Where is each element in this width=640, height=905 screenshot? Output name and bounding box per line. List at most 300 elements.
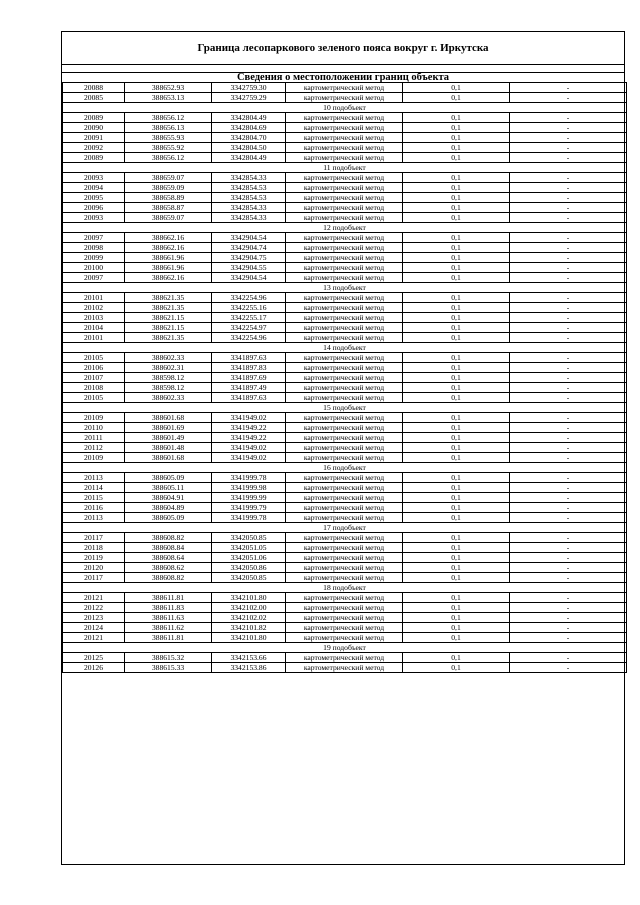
coordinates-table: [62, 82, 627, 673]
accuracy-cell: 0,1: [403, 383, 510, 393]
subobject-label: 18 подобъект: [63, 583, 627, 593]
subobject-label: 12 подобъект: [63, 223, 627, 233]
y-coordinate-cell: 3341999.78: [212, 473, 286, 483]
y-coordinate-cell: 3342051.05: [212, 543, 286, 553]
accuracy-cell: 0,1: [403, 303, 510, 313]
method-cell: картометрический метод: [286, 363, 403, 373]
y-coordinate-cell: 3341897.83: [212, 363, 286, 373]
table-row: [63, 173, 627, 183]
description-cell: -: [510, 273, 627, 283]
accuracy-cell: 0,1: [403, 233, 510, 243]
accuracy-cell: 0,1: [403, 593, 510, 603]
accuracy-cell: 0,1: [403, 423, 510, 433]
x-coordinate-cell: 388656.12: [125, 113, 212, 123]
y-coordinate-cell: 3342804.49: [212, 153, 286, 163]
x-coordinate-cell: 388621.15: [125, 313, 212, 323]
description-cell: -: [510, 293, 627, 303]
description-cell: -: [510, 113, 627, 123]
method-cell: картометрический метод: [286, 493, 403, 503]
subobject-label: 15 подобъект: [63, 403, 627, 413]
table-row: [63, 183, 627, 193]
table-row: [63, 123, 627, 133]
method-cell: картометрический метод: [286, 633, 403, 643]
x-coordinate-cell: 388608.64: [125, 553, 212, 563]
description-cell: -: [510, 333, 627, 343]
x-coordinate-cell: 388662.16: [125, 233, 212, 243]
point-number-cell: 20114: [63, 483, 125, 493]
point-number-cell: 20113: [63, 473, 125, 483]
table-row: [63, 473, 627, 483]
point-number-cell: 20101: [63, 333, 125, 343]
y-coordinate-cell: 3342050.86: [212, 563, 286, 573]
y-coordinate-cell: 3342050.85: [212, 533, 286, 543]
description-cell: -: [510, 373, 627, 383]
description-cell: -: [510, 193, 627, 203]
x-coordinate-cell: 388601.68: [125, 453, 212, 463]
document-title: Граница лесопаркового зеленого пояса вокруг г. Иркутска: [62, 32, 624, 65]
method-cell: картометрический метод: [286, 213, 403, 223]
accuracy-cell: 0,1: [403, 353, 510, 363]
x-coordinate-cell: 388662.16: [125, 273, 212, 283]
point-number-cell: 20113: [63, 513, 125, 523]
table-row: [63, 113, 627, 123]
x-coordinate-cell: 388615.33: [125, 663, 212, 673]
description-cell: -: [510, 363, 627, 373]
x-coordinate-cell: 388662.16: [125, 243, 212, 253]
table-row: [63, 603, 627, 613]
table-row: [63, 613, 627, 623]
y-coordinate-cell: 3342804.70: [212, 133, 286, 143]
table-row: [63, 313, 627, 323]
accuracy-cell: 0,1: [403, 493, 510, 503]
table-row: [63, 293, 627, 303]
table-row: [63, 623, 627, 633]
method-cell: картометрический метод: [286, 653, 403, 663]
subobject-label: 19 подобъект: [63, 643, 627, 653]
table-row: [63, 543, 627, 553]
y-coordinate-cell: 3341999.98: [212, 483, 286, 493]
description-cell: -: [510, 533, 627, 543]
method-cell: картометрический метод: [286, 143, 403, 153]
subobject-header-row: [63, 583, 627, 593]
accuracy-cell: 0,1: [403, 433, 510, 443]
x-coordinate-cell: 388615.32: [125, 653, 212, 663]
description-cell: -: [510, 663, 627, 673]
table-row: [63, 243, 627, 253]
point-number-cell: 20118: [63, 543, 125, 553]
y-coordinate-cell: 3342153.86: [212, 663, 286, 673]
description-cell: -: [510, 433, 627, 443]
method-cell: картометрический метод: [286, 413, 403, 423]
description-cell: -: [510, 453, 627, 463]
y-coordinate-cell: 3342101.82: [212, 623, 286, 633]
table-row: [63, 93, 627, 103]
subobject-header-row: [63, 223, 627, 233]
x-coordinate-cell: 388661.96: [125, 263, 212, 273]
method-cell: картометрический метод: [286, 553, 403, 563]
accuracy-cell: 0,1: [403, 313, 510, 323]
x-coordinate-cell: 388598.12: [125, 383, 212, 393]
method-cell: картометрический метод: [286, 333, 403, 343]
point-number-cell: 20099: [63, 253, 125, 263]
y-coordinate-cell: 3341897.49: [212, 383, 286, 393]
description-cell: -: [510, 153, 627, 163]
x-coordinate-cell: 388601.48: [125, 443, 212, 453]
description-cell: -: [510, 623, 627, 633]
accuracy-cell: 0,1: [403, 533, 510, 543]
description-cell: -: [510, 593, 627, 603]
table-row: [63, 373, 627, 383]
method-cell: картометрический метод: [286, 663, 403, 673]
x-coordinate-cell: 388658.87: [125, 203, 212, 213]
x-coordinate-cell: 388608.82: [125, 573, 212, 583]
table-row: [63, 533, 627, 543]
description-cell: -: [510, 443, 627, 453]
description-cell: -: [510, 383, 627, 393]
y-coordinate-cell: 3342254.96: [212, 333, 286, 343]
y-coordinate-cell: 3341999.79: [212, 503, 286, 513]
accuracy-cell: 0,1: [403, 373, 510, 383]
point-number-cell: 20105: [63, 393, 125, 403]
method-cell: картометрический метод: [286, 113, 403, 123]
x-coordinate-cell: 388602.33: [125, 353, 212, 363]
table-row: [63, 153, 627, 163]
point-number-cell: 20089: [63, 153, 125, 163]
x-coordinate-cell: 388608.62: [125, 563, 212, 573]
point-number-cell: 20109: [63, 413, 125, 423]
point-number-cell: 20119: [63, 553, 125, 563]
point-number-cell: 20126: [63, 663, 125, 673]
point-number-cell: 20117: [63, 533, 125, 543]
x-coordinate-cell: 388621.35: [125, 303, 212, 313]
y-coordinate-cell: 3341949.02: [212, 413, 286, 423]
y-coordinate-cell: 3342804.69: [212, 123, 286, 133]
accuracy-cell: 0,1: [403, 263, 510, 273]
coordinates-table-body: [63, 83, 627, 673]
description-cell: -: [510, 653, 627, 663]
method-cell: картометрический метод: [286, 243, 403, 253]
table-row: [63, 593, 627, 603]
accuracy-cell: 0,1: [403, 573, 510, 583]
accuracy-cell: 0,1: [403, 153, 510, 163]
y-coordinate-cell: 3342102.00: [212, 603, 286, 613]
point-number-cell: 20088: [63, 83, 125, 93]
y-coordinate-cell: 3341949.02: [212, 453, 286, 463]
x-coordinate-cell: 388659.09: [125, 183, 212, 193]
description-cell: -: [510, 473, 627, 483]
method-cell: картометрический метод: [286, 573, 403, 583]
y-coordinate-cell: 3342854.33: [212, 173, 286, 183]
x-coordinate-cell: 388601.69: [125, 423, 212, 433]
table-row: [63, 453, 627, 463]
accuracy-cell: 0,1: [403, 333, 510, 343]
method-cell: картометрический метод: [286, 253, 403, 263]
point-number-cell: 20123: [63, 613, 125, 623]
method-cell: картометрический метод: [286, 603, 403, 613]
y-coordinate-cell: 3342759.30: [212, 83, 286, 93]
method-cell: картометрический метод: [286, 443, 403, 453]
method-cell: картометрический метод: [286, 503, 403, 513]
x-coordinate-cell: 388659.07: [125, 173, 212, 183]
x-coordinate-cell: 388608.82: [125, 533, 212, 543]
point-number-cell: 20089: [63, 113, 125, 123]
description-cell: -: [510, 303, 627, 313]
point-number-cell: 20098: [63, 243, 125, 253]
y-coordinate-cell: 3342254.96: [212, 293, 286, 303]
method-cell: картометрический метод: [286, 513, 403, 523]
y-coordinate-cell: 3341949.22: [212, 423, 286, 433]
subobject-header-row: [63, 643, 627, 653]
point-number-cell: 20124: [63, 623, 125, 633]
y-coordinate-cell: 3342854.53: [212, 183, 286, 193]
method-cell: картометрический метод: [286, 183, 403, 193]
method-cell: картометрический метод: [286, 483, 403, 493]
x-coordinate-cell: 388604.91: [125, 493, 212, 503]
y-coordinate-cell: 3342101.80: [212, 633, 286, 643]
table-row: [63, 333, 627, 343]
point-number-cell: 20097: [63, 233, 125, 243]
description-cell: -: [510, 613, 627, 623]
method-cell: картометрический метод: [286, 153, 403, 163]
point-number-cell: 20085: [63, 93, 125, 103]
x-coordinate-cell: 388605.09: [125, 513, 212, 523]
point-number-cell: 20111: [63, 433, 125, 443]
accuracy-cell: 0,1: [403, 323, 510, 333]
x-coordinate-cell: 388621.35: [125, 293, 212, 303]
description-cell: -: [510, 243, 627, 253]
subobject-header-row: [63, 403, 627, 413]
accuracy-cell: 0,1: [403, 473, 510, 483]
point-number-cell: 20109: [63, 453, 125, 463]
description-cell: -: [510, 233, 627, 243]
point-number-cell: 20095: [63, 193, 125, 203]
description-cell: -: [510, 123, 627, 133]
table-row: [63, 563, 627, 573]
subobject-label: 11 подобъект: [63, 163, 627, 173]
accuracy-cell: 0,1: [403, 243, 510, 253]
method-cell: картометрический метод: [286, 123, 403, 133]
description-cell: -: [510, 543, 627, 553]
table-row: [63, 633, 627, 643]
accuracy-cell: 0,1: [403, 653, 510, 663]
point-number-cell: 20122: [63, 603, 125, 613]
accuracy-cell: 0,1: [403, 413, 510, 423]
table-row: [63, 433, 627, 443]
accuracy-cell: 0,1: [403, 393, 510, 403]
method-cell: картометрический метод: [286, 173, 403, 183]
x-coordinate-cell: 388661.96: [125, 253, 212, 263]
method-cell: картометрический метод: [286, 383, 403, 393]
accuracy-cell: 0,1: [403, 603, 510, 613]
accuracy-cell: 0,1: [403, 133, 510, 143]
y-coordinate-cell: 3342255.16: [212, 303, 286, 313]
description-cell: -: [510, 263, 627, 273]
description-cell: -: [510, 143, 627, 153]
y-coordinate-cell: 3342101.80: [212, 593, 286, 603]
table-row: [63, 133, 627, 143]
table-row: [63, 413, 627, 423]
subobject-label: 17 подобъект: [63, 523, 627, 533]
table-row: [63, 653, 627, 663]
point-number-cell: 20103: [63, 313, 125, 323]
accuracy-cell: 0,1: [403, 483, 510, 493]
table-row: [63, 663, 627, 673]
table-row: [63, 273, 627, 283]
method-cell: картометрический метод: [286, 323, 403, 333]
y-coordinate-cell: 3342804.49: [212, 113, 286, 123]
accuracy-cell: 0,1: [403, 563, 510, 573]
y-coordinate-cell: 3341999.99: [212, 493, 286, 503]
table-row: [63, 233, 627, 243]
method-cell: картометрический метод: [286, 473, 403, 483]
y-coordinate-cell: 3342804.50: [212, 143, 286, 153]
y-coordinate-cell: 3342759.29: [212, 93, 286, 103]
point-number-cell: 20108: [63, 383, 125, 393]
description-cell: -: [510, 563, 627, 573]
x-coordinate-cell: 388611.81: [125, 633, 212, 643]
y-coordinate-cell: 3341949.22: [212, 433, 286, 443]
table-row: [63, 323, 627, 333]
accuracy-cell: 0,1: [403, 613, 510, 623]
table-row: [63, 263, 627, 273]
accuracy-cell: 0,1: [403, 113, 510, 123]
subobject-header-row: [63, 463, 627, 473]
y-coordinate-cell: 3342854.33: [212, 203, 286, 213]
point-number-cell: 20097: [63, 273, 125, 283]
method-cell: картометрический метод: [286, 373, 403, 383]
method-cell: картометрический метод: [286, 433, 403, 443]
method-cell: картометрический метод: [286, 423, 403, 433]
point-number-cell: 20096: [63, 203, 125, 213]
description-cell: -: [510, 553, 627, 563]
x-coordinate-cell: 388598.12: [125, 373, 212, 383]
point-number-cell: 20110: [63, 423, 125, 433]
subobject-label: 16 подобъект: [63, 463, 627, 473]
description-cell: -: [510, 503, 627, 513]
x-coordinate-cell: 388601.68: [125, 413, 212, 423]
y-coordinate-cell: 3342854.53: [212, 193, 286, 203]
point-number-cell: 20104: [63, 323, 125, 333]
description-cell: -: [510, 393, 627, 403]
method-cell: картометрический метод: [286, 623, 403, 633]
accuracy-cell: 0,1: [403, 513, 510, 523]
table-row: [63, 493, 627, 503]
method-cell: картометрический метод: [286, 563, 403, 573]
point-number-cell: 20115: [63, 493, 125, 503]
table-row: [63, 483, 627, 493]
description-cell: -: [510, 633, 627, 643]
accuracy-cell: 0,1: [403, 553, 510, 563]
method-cell: картометрический метод: [286, 593, 403, 603]
point-number-cell: 20120: [63, 563, 125, 573]
accuracy-cell: 0,1: [403, 663, 510, 673]
table-row: [63, 203, 627, 213]
table-row: [63, 193, 627, 203]
description-cell: -: [510, 313, 627, 323]
subobject-header-row: [63, 163, 627, 173]
method-cell: картометрический метод: [286, 543, 403, 553]
table-row: [63, 353, 627, 363]
y-coordinate-cell: 3341897.63: [212, 393, 286, 403]
accuracy-cell: 0,1: [403, 443, 510, 453]
accuracy-cell: 0,1: [403, 453, 510, 463]
method-cell: картометрический метод: [286, 313, 403, 323]
method-cell: картометрический метод: [286, 303, 403, 313]
point-number-cell: 20094: [63, 183, 125, 193]
point-number-cell: 20105: [63, 353, 125, 363]
y-coordinate-cell: 3342254.97: [212, 323, 286, 333]
accuracy-cell: 0,1: [403, 213, 510, 223]
x-coordinate-cell: 388602.33: [125, 393, 212, 403]
table-row: [63, 363, 627, 373]
description-cell: -: [510, 323, 627, 333]
method-cell: картометрический метод: [286, 133, 403, 143]
x-coordinate-cell: 388652.93: [125, 83, 212, 93]
y-coordinate-cell: 3342904.54: [212, 273, 286, 283]
method-cell: картометрический метод: [286, 273, 403, 283]
x-coordinate-cell: 388605.11: [125, 483, 212, 493]
accuracy-cell: 0,1: [403, 193, 510, 203]
description-cell: -: [510, 173, 627, 183]
table-row: [63, 443, 627, 453]
x-coordinate-cell: 388611.62: [125, 623, 212, 633]
method-cell: картометрический метод: [286, 613, 403, 623]
subobject-header-row: [63, 283, 627, 293]
table-row: [63, 503, 627, 513]
y-coordinate-cell: 3342102.02: [212, 613, 286, 623]
subobject-label: 13 подобъект: [63, 283, 627, 293]
description-cell: -: [510, 93, 627, 103]
y-coordinate-cell: 3342904.75: [212, 253, 286, 263]
point-number-cell: 20121: [63, 633, 125, 643]
table-row: [63, 303, 627, 313]
y-coordinate-cell: 3342904.74: [212, 243, 286, 253]
table-row: [63, 83, 627, 93]
accuracy-cell: 0,1: [403, 143, 510, 153]
point-number-cell: 20116: [63, 503, 125, 513]
x-coordinate-cell: 388656.13: [125, 123, 212, 133]
x-coordinate-cell: 388601.49: [125, 433, 212, 443]
point-number-cell: 20093: [63, 213, 125, 223]
method-cell: картометрический метод: [286, 453, 403, 463]
method-cell: картометрический метод: [286, 353, 403, 363]
point-number-cell: 20091: [63, 133, 125, 143]
accuracy-cell: 0,1: [403, 543, 510, 553]
accuracy-cell: 0,1: [403, 183, 510, 193]
subobject-header-row: [63, 343, 627, 353]
x-coordinate-cell: 388608.84: [125, 543, 212, 553]
x-coordinate-cell: 388602.31: [125, 363, 212, 373]
description-cell: -: [510, 213, 627, 223]
accuracy-cell: 0,1: [403, 623, 510, 633]
y-coordinate-cell: 3341897.63: [212, 353, 286, 363]
point-number-cell: 20107: [63, 373, 125, 383]
accuracy-cell: 0,1: [403, 123, 510, 133]
document-frame: [61, 31, 625, 865]
x-coordinate-cell: 388658.89: [125, 193, 212, 203]
y-coordinate-cell: 3342050.85: [212, 573, 286, 583]
y-coordinate-cell: 3342854.33: [212, 213, 286, 223]
table-row: [63, 213, 627, 223]
description-cell: -: [510, 183, 627, 193]
method-cell: картометрический метод: [286, 293, 403, 303]
x-coordinate-cell: 388621.15: [125, 323, 212, 333]
point-number-cell: 20112: [63, 443, 125, 453]
accuracy-cell: 0,1: [403, 93, 510, 103]
section-subtitle: Сведения о местоположении границ объекта: [236, 72, 450, 83]
subobject-label: 10 подобъект: [63, 103, 627, 113]
point-number-cell: 20117: [63, 573, 125, 583]
